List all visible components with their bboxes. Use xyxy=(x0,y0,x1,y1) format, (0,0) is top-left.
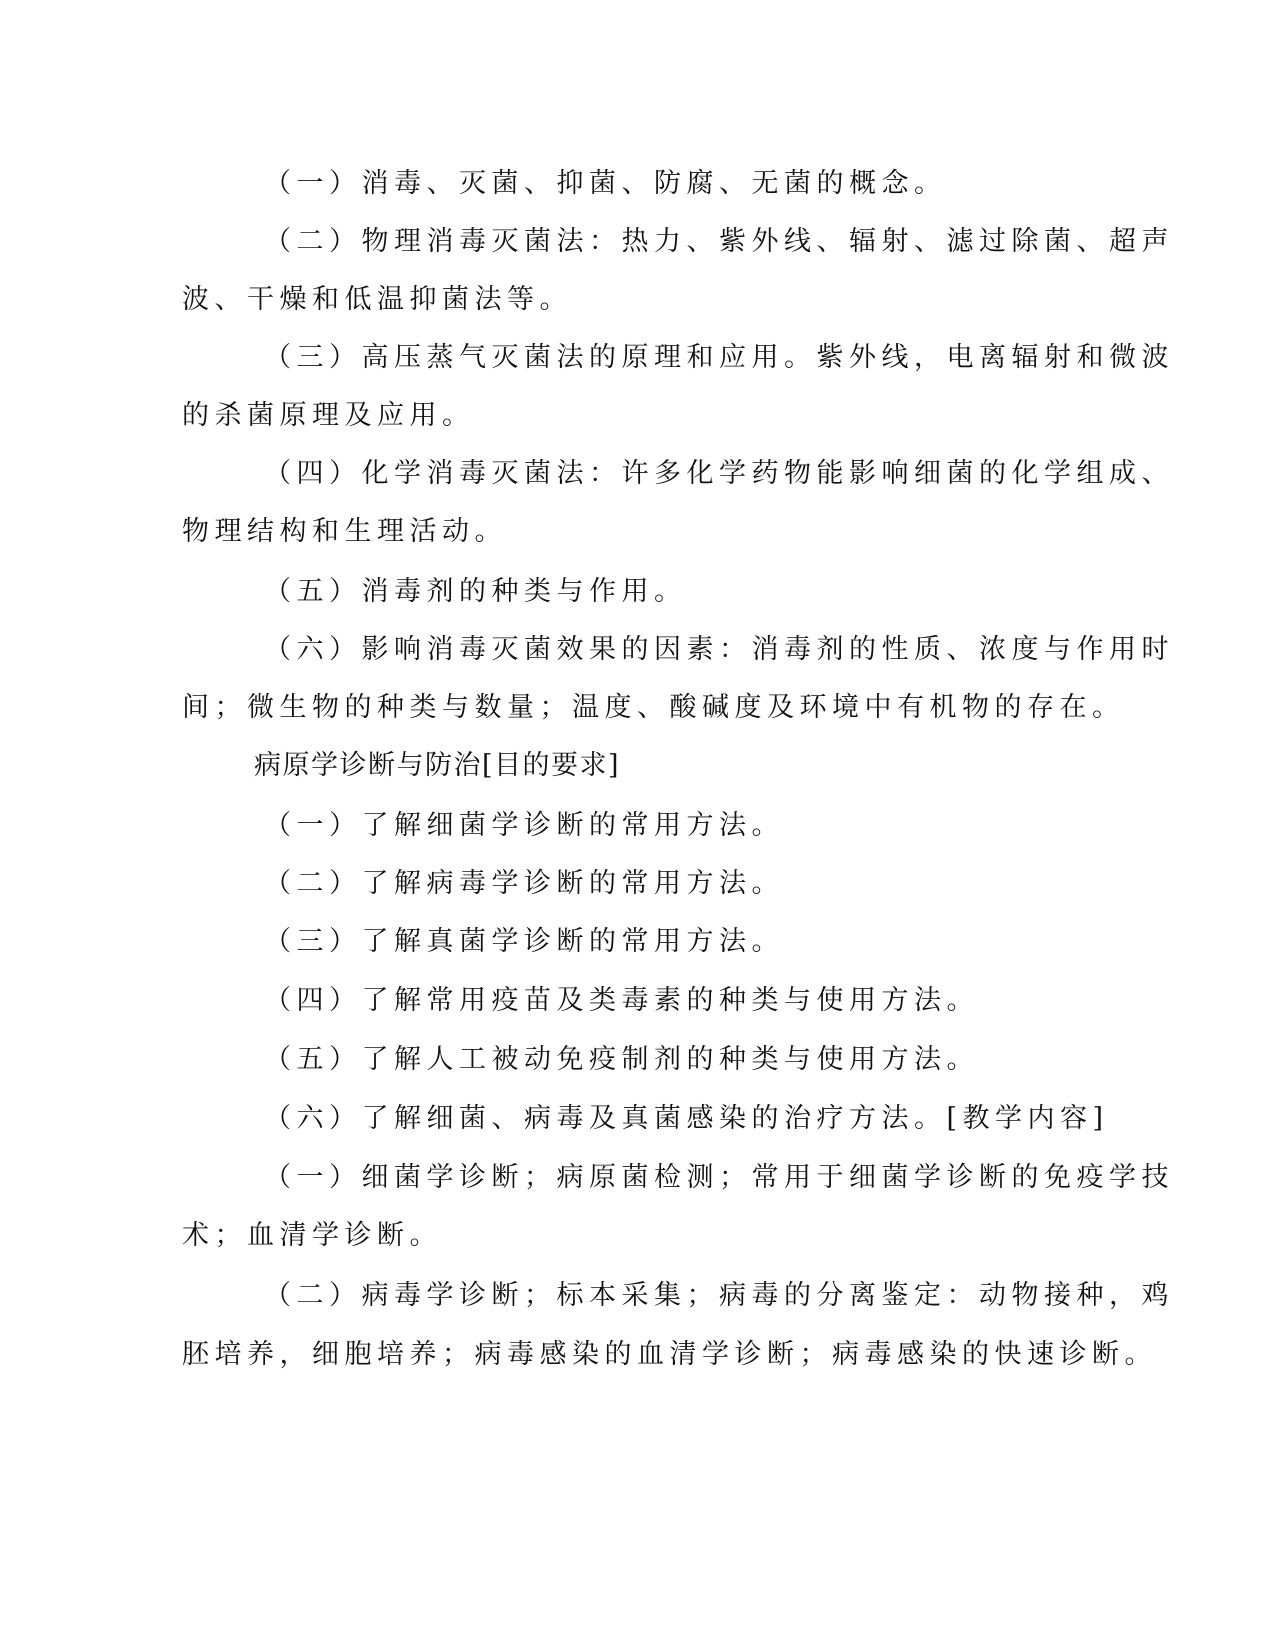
paragraph-line: 波、干燥和低温抑菌法等。 xyxy=(182,284,572,315)
paragraph-line: （三）了解真菌学诊断的常用方法。 xyxy=(264,926,784,957)
paragraph-line: （一）了解细菌学诊断的常用方法。 xyxy=(264,810,784,841)
section-heading: 病原学诊断与防治[目的要求] xyxy=(254,750,621,781)
paragraph-line: （六）影响消毒灭菌效果的因素：消毒剂的性质、浓度与作用时 xyxy=(264,634,1174,665)
paragraph-line: （四）了解常用疫苗及类毒素的种类与使用方法。 xyxy=(264,985,979,1016)
paragraph-line: （五）消毒剂的种类与作用。 xyxy=(264,576,687,607)
paragraph-line: 间；微生物的种类与数量；温度、酸碱度及环境中有机物的存在。 xyxy=(182,692,1125,723)
paragraph-line: （一）细菌学诊断；病原菌检测；常用于细菌学诊断的免疫学技 xyxy=(264,1162,1174,1193)
paragraph-line: 的杀菌原理及应用。 xyxy=(182,400,475,431)
paragraph-line: （三）高压蒸气灭菌法的原理和应用。紫外线，电离辐射和微波 xyxy=(264,342,1174,373)
paragraph-line: 术；血清学诊断。 xyxy=(182,1220,442,1251)
paragraph-line: （二）物理消毒灭菌法：热力、紫外线、辐射、滤过除菌、超声 xyxy=(264,226,1174,257)
paragraph-line: （四）化学消毒灭菌法：许多化学药物能影响细菌的化学组成、 xyxy=(264,458,1174,489)
paragraph-line: （一）消毒、灭菌、抑菌、防腐、无菌的概念。 xyxy=(264,168,947,199)
paragraph-line: （二）病毒学诊断；标本采集；病毒的分离鉴定：动物接种，鸡 xyxy=(264,1280,1174,1311)
paragraph-line: 胚培养，细胞培养；病毒感染的血清学诊断；病毒感染的快速诊断。 xyxy=(182,1339,1157,1370)
paragraph-line: 物理结构和生理活动。 xyxy=(182,516,507,547)
paragraph-line: （五）了解人工被动免疫制剂的种类与使用方法。 xyxy=(264,1044,979,1075)
paragraph-line: （六）了解细菌、病毒及真菌感染的治疗方法。[教学内容] xyxy=(264,1103,1109,1134)
paragraph-line: （二）了解病毒学诊断的常用方法。 xyxy=(264,868,784,899)
